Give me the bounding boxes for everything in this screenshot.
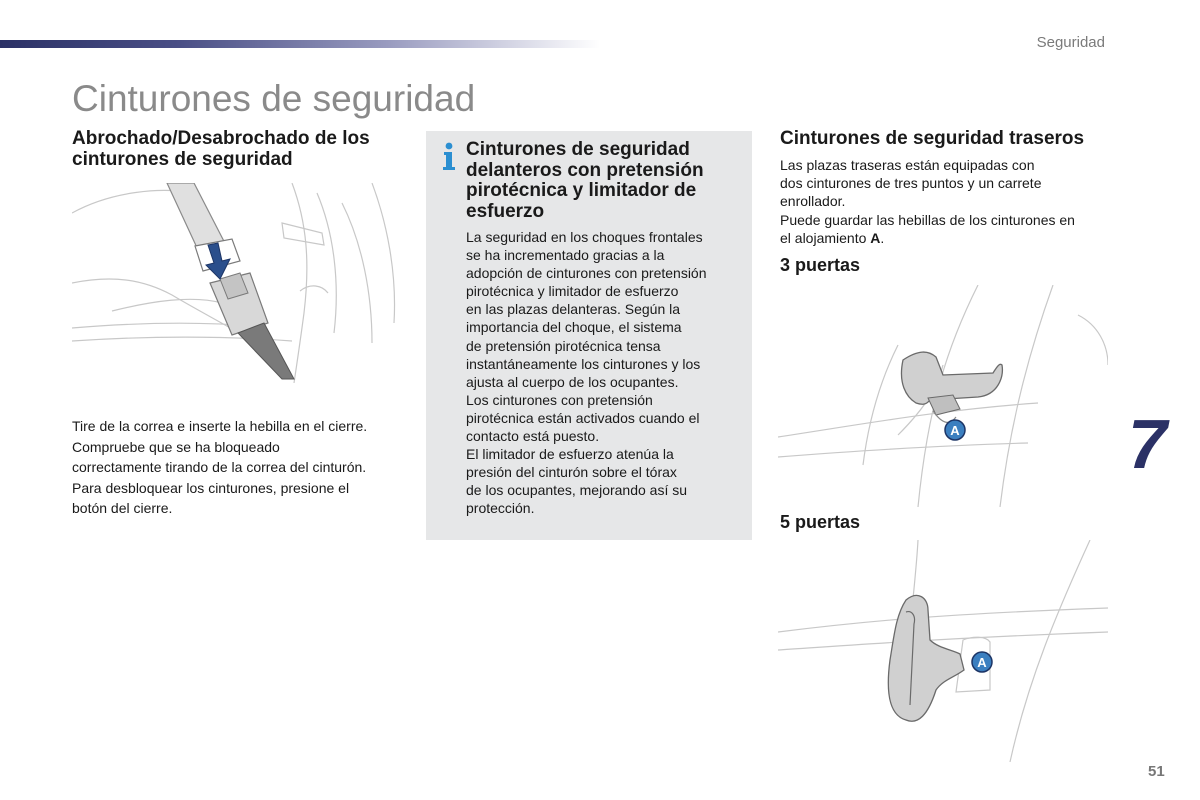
info-line: El limitador de esfuerzo atenúa la [466, 446, 674, 463]
rear-line-prefix: el alojamiento [780, 229, 871, 246]
buckle-instructions [72, 416, 402, 519]
info-line: de los ocupantes, mejorando así su [466, 482, 688, 499]
rear-line-bold: A [870, 229, 881, 246]
rear-line-suffix: . [880, 229, 885, 246]
five-door-heading: 5 puertas [780, 512, 861, 532]
header-gradient-bar [0, 40, 600, 48]
info-text [466, 228, 746, 518]
rear-line: dos cinturones de tres puntos y un carrete [780, 175, 1042, 192]
info-line: ajusta al cuerpo de los ocupantes. [466, 373, 679, 390]
buckle-line: correctamente tirando de la correa del cinturón. [72, 459, 367, 475]
info-title: Cinturones de seguridad delanteros con pretensión pirotécnica y limitador de esfuerzo [466, 139, 704, 222]
rear-line: Puede guardar las hebillas de los cinturones en [780, 211, 1075, 228]
buckle-line: Para desbloquear los cinturones, presione el [72, 479, 350, 496]
info-line: pirotécnica están activados cuando el [466, 409, 700, 426]
chapter-number: 7 [1128, 405, 1165, 483]
five-door-illustration [778, 540, 1108, 762]
info-icon [442, 141, 456, 171]
buckle-line: Tire de la correa e inserte la hebilla en el cierre. [72, 418, 368, 434]
info-line: La seguridad en los choques frontales [466, 229, 703, 245]
info-line: contacto está puesto. [466, 428, 600, 445]
info-line: Los cinturones con pretensión [466, 391, 653, 408]
info-line: importancia del choque, el sistema [466, 319, 682, 336]
info-line: protección. [466, 500, 535, 517]
rear-line: Las plazas traseras están equipadas con [780, 157, 1035, 173]
marker-a-label: A [977, 655, 987, 670]
buckle-illustration [72, 183, 400, 383]
page-number: 51 [1148, 763, 1165, 780]
buckle-line: Compruebe que se ha bloqueado [72, 438, 280, 455]
info-line: instantáneamente los cinturones y los [466, 355, 701, 372]
pretensioner-info-box [426, 131, 752, 540]
buckle-section [72, 128, 402, 170]
info-line: presión del cinturón sobre el tórax [466, 464, 677, 481]
info-line: en las plazas delanteras. Según la [466, 301, 681, 318]
rear-belts-heading: Cinturones de seguridad traseros [780, 128, 1085, 149]
info-line: adopción de cinturones con pretensión [466, 265, 707, 282]
marker-a [945, 420, 965, 440]
three-door-illustration [778, 285, 1108, 507]
marker-a [972, 652, 992, 672]
page-title: Cinturones de seguridad [72, 78, 476, 119]
three-door-heading: 3 puertas [780, 255, 861, 275]
info-line: se ha incrementado gracias a la [466, 247, 665, 264]
rear-belts-text [780, 156, 1110, 247]
info-line: pirotécnica y limitador de esfuerzo [466, 283, 679, 300]
rear-line-last [780, 229, 1110, 247]
buckle-heading: Abrochado/Desabrochado de los cinturones de seguridad [72, 128, 370, 170]
rear-line: enrollador. [780, 193, 846, 210]
buckle-line: botón del cierre. [72, 500, 173, 516]
section-label: Seguridad [1036, 34, 1105, 51]
marker-a-label: A [950, 423, 960, 438]
info-line: de pretensión pirotécnica tensa [466, 337, 661, 354]
